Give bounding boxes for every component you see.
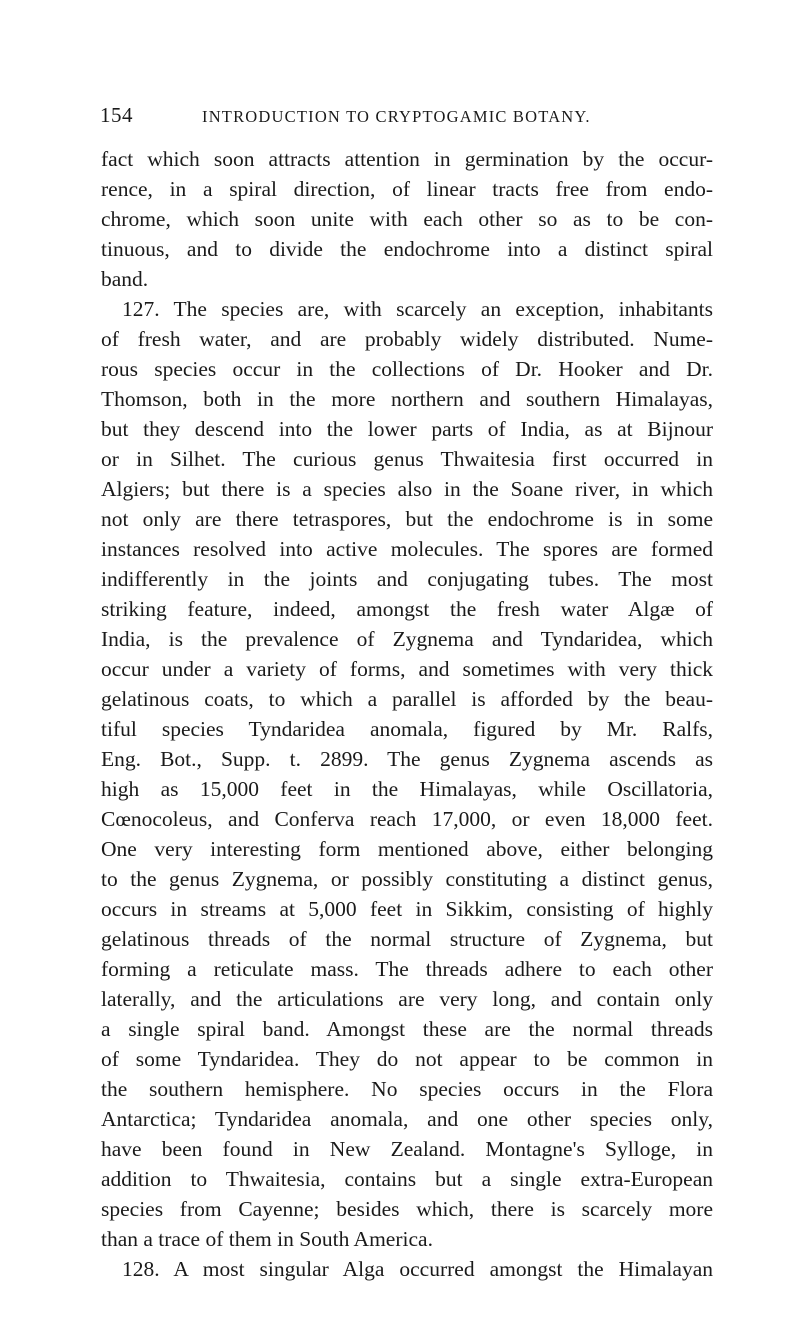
text-line: Antarctica; Tyndaridea anomala, and one other species only, [101, 1107, 713, 1131]
page-header [100, 103, 720, 133]
text-line: species from Cayenne; besides which, there is scarcely more [101, 1197, 713, 1221]
text-line: tinuous, and to divide the endochrome into a distinct spiral [101, 237, 713, 261]
text-line: rous species occur in the collections of Dr. Hooker and Dr. [101, 357, 713, 381]
text-line: Eng. Bot., Supp. t. 2899. The genus Zygnema ascends as [101, 747, 713, 771]
text-line: but they descend into the lower parts of India, as at Bijnour [101, 417, 713, 441]
paragraph-127-start: 127. The species are, with scarcely an exception, inhabitants [122, 297, 713, 321]
paragraph-128-start: 128. A most singular Alga occurred amongst the Himalayan [122, 1257, 713, 1281]
text-line: than a trace of them in South America. [101, 1227, 433, 1251]
text-line: high as 15,000 feet in the Himalayas, while Oscillatoria, [101, 777, 713, 801]
text-line: or in Silhet. The curious genus Thwaitesia first occurred in [101, 447, 713, 471]
text-line: tiful species Tyndaridea anomala, figured by Mr. Ralfs, [101, 717, 713, 741]
text-line: India, is the prevalence of Zygnema and Tyndaridea, which [101, 627, 713, 651]
text-line: Cœnocoleus, and Conferva reach 17,000, or even 18,000 feet. [101, 807, 713, 831]
text-line: addition to Thwaitesia, contains but a single extra-European [101, 1167, 713, 1191]
page-number: 154 [100, 103, 133, 127]
text-line: Thomson, both in the more northern and southern Himalayas, [101, 387, 713, 411]
body-text [101, 144, 713, 1284]
text-line: One very interesting form mentioned above, either belonging [101, 837, 713, 861]
text-line: Algiers; but there is a species also in the Soane river, in which [101, 477, 713, 501]
running-head: INTRODUCTION TO CRYPTOGAMIC BOTANY. [202, 107, 591, 126]
text-line: of some Tyndaridea. They do not appear to be common in [101, 1047, 713, 1071]
text-line: fact which soon attracts attention in germination by the occur- [101, 147, 713, 171]
text-line: of fresh water, and are probably widely distributed. Nume- [101, 327, 713, 351]
text-line: a single spiral band. Amongst these are the normal threads [101, 1017, 713, 1041]
text-line: striking feature, indeed, amongst the fresh water Algæ of [101, 597, 713, 621]
text-line: occur under a variety of forms, and sometimes with very thick [101, 657, 713, 681]
text-line: occurs in streams at 5,000 feet in Sikkim, consisting of highly [101, 897, 713, 921]
text-line: chrome, which soon unite with each other so as to be con- [101, 207, 713, 231]
text-line: indifferently in the joints and conjugating tubes. The most [101, 567, 713, 591]
text-line: rence, in a spiral direction, of linear tracts free from endo- [101, 177, 713, 201]
text-line: not only are there tetraspores, but the endochrome is in some [101, 507, 713, 531]
text-line: gelatinous threads of the normal structure of Zygnema, but [101, 927, 713, 951]
text-line: forming a reticulate mass. The threads adhere to each other [101, 957, 713, 981]
text-line: band. [101, 267, 149, 291]
text-line: instances resolved into active molecules. The spores are formed [101, 537, 713, 561]
text-line: gelatinous coats, to which a parallel is afforded by the beau- [101, 687, 713, 711]
text-line: the southern hemisphere. No species occurs in the Flora [101, 1077, 713, 1101]
text-line: laterally, and the articulations are very long, and contain only [101, 987, 713, 1011]
text-line: have been found in New Zealand. Montagne's Sylloge, in [101, 1137, 713, 1161]
text-line: to the genus Zygnema, or possibly constituting a distinct genus, [101, 867, 713, 891]
